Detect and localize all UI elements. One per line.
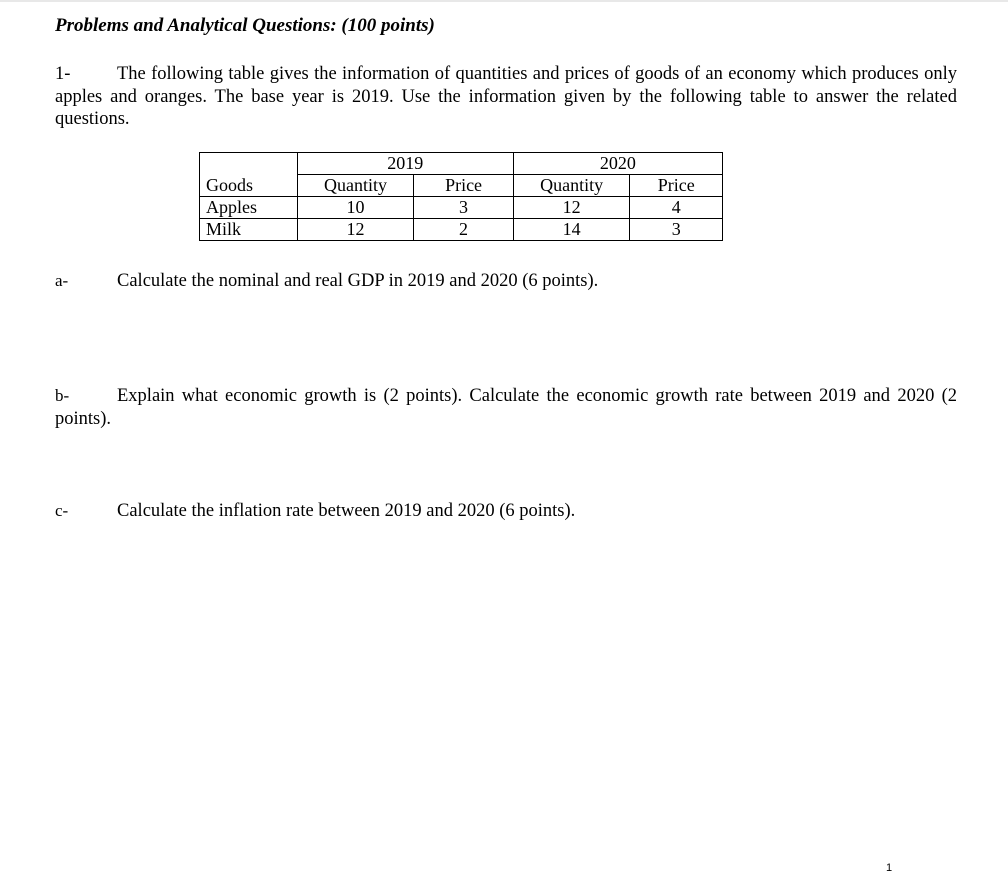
- part-b: [55, 385, 957, 430]
- question-1-number: 1-: [55, 64, 71, 84]
- table-year-2020: 2020: [513, 153, 722, 175]
- table-cell-quantity-2020: 14: [513, 219, 630, 241]
- part-c: [55, 500, 575, 523]
- table-cell-empty: [200, 153, 298, 175]
- table-row: [200, 197, 723, 219]
- table-row: [200, 219, 723, 241]
- section-heading: Problems and Analytical Questions: (100 points): [55, 15, 435, 36]
- table-cell-quantity-2020: 12: [513, 197, 630, 219]
- table-header-quantity-2019: Quantity: [297, 175, 414, 197]
- part-b-label: b-: [55, 386, 70, 405]
- table-header-price-2020: Price: [630, 175, 723, 197]
- table-header-quantity-2020: Quantity: [513, 175, 630, 197]
- table-year-2019: 2019: [297, 153, 513, 175]
- table-cell-price-2019: 3: [414, 197, 514, 219]
- page-top-border: [0, 0, 1008, 2]
- table-cell-price-2020: 3: [630, 219, 723, 241]
- part-a-label: a-: [55, 271, 69, 290]
- part-c-label: c-: [55, 501, 69, 520]
- table-cell-quantity-2019: 10: [297, 197, 414, 219]
- question-1: [55, 63, 957, 131]
- goods-table: [199, 152, 723, 241]
- table-cell-good: Apples: [200, 197, 298, 219]
- table-year-row: [200, 153, 723, 175]
- table-header-row: [200, 175, 723, 197]
- part-a-text: Calculate the nominal and real GDP in 2019 and 2020 (6 points).: [117, 271, 599, 291]
- table-cell-good: Milk: [200, 219, 298, 241]
- table-header-goods: Goods: [200, 175, 298, 197]
- page-number: 1: [886, 862, 893, 874]
- table-header-price-2019: Price: [414, 175, 514, 197]
- table-cell-quantity-2019: 12: [297, 219, 414, 241]
- table-cell-price-2019: 2: [414, 219, 514, 241]
- part-b-text: Explain what economic growth is (2 points). Calculate the economic growth rate between 2019 and 2020 (2 points).: [55, 386, 957, 429]
- question-1-text: The following table gives the information of quantities and prices of goods of an economy which produces only apples and oranges. The base year is 2019. Use the information given by the following table to answer the related questions.: [55, 64, 957, 129]
- part-c-text: Calculate the inflation rate between 2019 and 2020 (6 points).: [117, 501, 576, 521]
- table-cell-price-2020: 4: [630, 197, 723, 219]
- part-a: [55, 270, 598, 293]
